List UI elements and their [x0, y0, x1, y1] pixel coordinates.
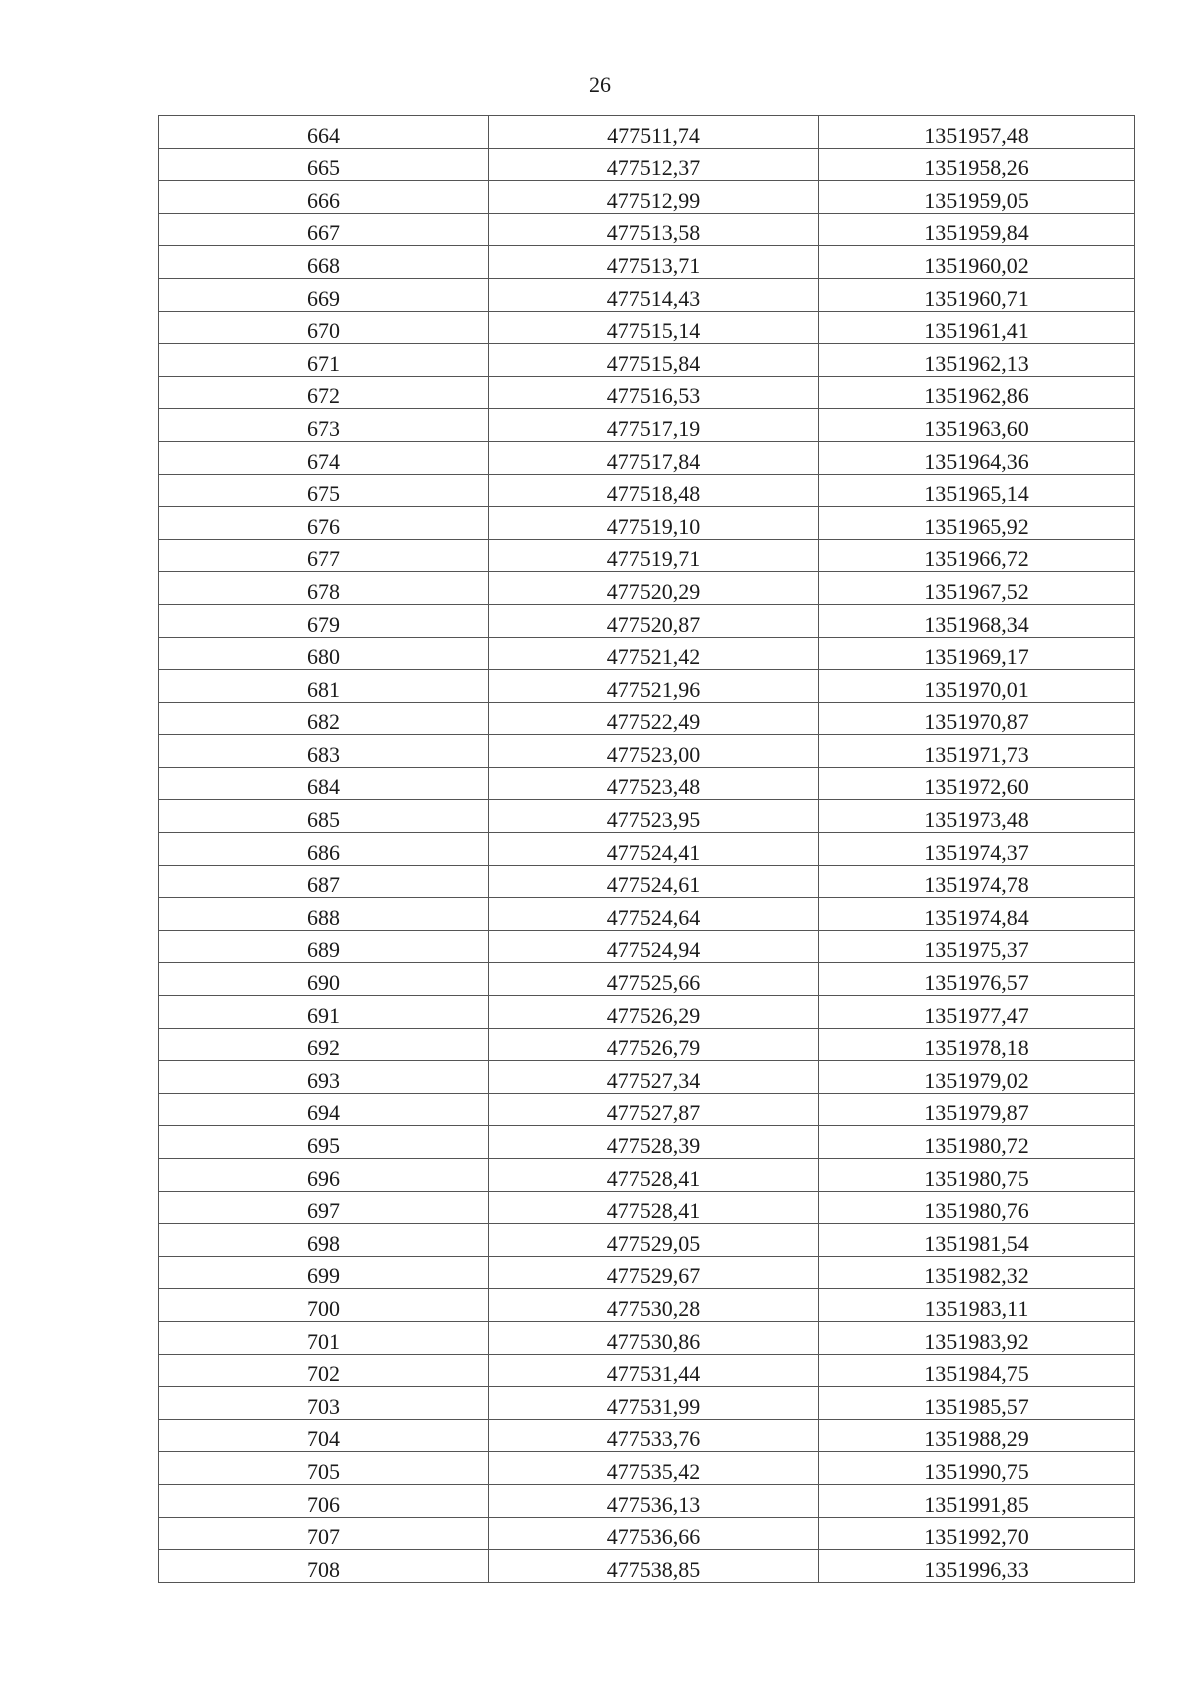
y-coordinate-cell: 1351980,72 [819, 1126, 1135, 1159]
y-coordinate-cell: 1351983,92 [819, 1321, 1135, 1354]
x-coordinate-cell: 477538,85 [489, 1550, 819, 1583]
y-coordinate-cell: 1351976,57 [819, 963, 1135, 996]
y-coordinate-cell: 1351962,86 [819, 376, 1135, 409]
y-coordinate-cell: 1351964,36 [819, 441, 1135, 474]
point-number-cell: 708 [159, 1550, 489, 1583]
y-coordinate-cell: 1351979,87 [819, 1093, 1135, 1126]
y-coordinate-cell: 1351974,37 [819, 833, 1135, 866]
y-coordinate-cell: 1351966,72 [819, 539, 1135, 572]
y-coordinate-cell: 1351969,17 [819, 637, 1135, 670]
coordinates-table-body [159, 116, 1135, 1583]
table-row [159, 1159, 1135, 1192]
x-coordinate-cell: 477524,61 [489, 865, 819, 898]
table-row [159, 409, 1135, 442]
y-coordinate-cell: 1351975,37 [819, 930, 1135, 963]
point-number-cell: 701 [159, 1321, 489, 1354]
x-coordinate-cell: 477527,34 [489, 1061, 819, 1094]
x-coordinate-cell: 477535,42 [489, 1452, 819, 1485]
point-number-cell: 691 [159, 996, 489, 1029]
y-coordinate-cell: 1351978,18 [819, 1028, 1135, 1061]
table-row [159, 996, 1135, 1029]
point-number-cell: 705 [159, 1452, 489, 1485]
table-row [159, 539, 1135, 572]
y-coordinate-cell: 1351961,41 [819, 311, 1135, 344]
point-number-cell: 671 [159, 344, 489, 377]
table-row [159, 1419, 1135, 1452]
y-coordinate-cell: 1351965,14 [819, 474, 1135, 507]
point-number-cell: 684 [159, 767, 489, 800]
table-row [159, 1484, 1135, 1517]
point-number-cell: 682 [159, 702, 489, 735]
point-number-cell: 670 [159, 311, 489, 344]
table-row [159, 1028, 1135, 1061]
table-row [159, 474, 1135, 507]
table-row [159, 181, 1135, 214]
x-coordinate-cell: 477512,99 [489, 181, 819, 214]
point-number-cell: 703 [159, 1387, 489, 1420]
coordinates-table [158, 115, 1135, 1583]
y-coordinate-cell: 1351988,29 [819, 1419, 1135, 1452]
point-number-cell: 681 [159, 670, 489, 703]
x-coordinate-cell: 477523,48 [489, 767, 819, 800]
x-coordinate-cell: 477530,28 [489, 1289, 819, 1322]
point-number-cell: 699 [159, 1256, 489, 1289]
point-number-cell: 664 [159, 116, 489, 149]
y-coordinate-cell: 1351983,11 [819, 1289, 1135, 1322]
table-row [159, 344, 1135, 377]
y-coordinate-cell: 1351959,84 [819, 213, 1135, 246]
point-number-cell: 707 [159, 1517, 489, 1550]
point-number-cell: 674 [159, 441, 489, 474]
point-number-cell: 685 [159, 800, 489, 833]
table-row [159, 963, 1135, 996]
x-coordinate-cell: 477536,13 [489, 1484, 819, 1517]
point-number-cell: 677 [159, 539, 489, 572]
point-number-cell: 669 [159, 278, 489, 311]
x-coordinate-cell: 477527,87 [489, 1093, 819, 1126]
table-row [159, 1224, 1135, 1257]
y-coordinate-cell: 1351979,02 [819, 1061, 1135, 1094]
table-row [159, 1354, 1135, 1387]
table-row [159, 1550, 1135, 1583]
point-number-cell: 693 [159, 1061, 489, 1094]
table-row [159, 213, 1135, 246]
y-coordinate-cell: 1351957,48 [819, 116, 1135, 149]
x-coordinate-cell: 477529,05 [489, 1224, 819, 1257]
x-coordinate-cell: 477516,53 [489, 376, 819, 409]
y-coordinate-cell: 1351968,34 [819, 604, 1135, 637]
x-coordinate-cell: 477518,48 [489, 474, 819, 507]
y-coordinate-cell: 1351965,92 [819, 507, 1135, 540]
table-row [159, 1517, 1135, 1550]
point-number-cell: 700 [159, 1289, 489, 1322]
point-number-cell: 697 [159, 1191, 489, 1224]
x-coordinate-cell: 477533,76 [489, 1419, 819, 1452]
x-coordinate-cell: 477520,29 [489, 572, 819, 605]
point-number-cell: 673 [159, 409, 489, 442]
x-coordinate-cell: 477536,66 [489, 1517, 819, 1550]
point-number-cell: 680 [159, 637, 489, 670]
point-number-cell: 679 [159, 604, 489, 637]
y-coordinate-cell: 1351973,48 [819, 800, 1135, 833]
x-coordinate-cell: 477524,64 [489, 898, 819, 931]
point-number-cell: 689 [159, 930, 489, 963]
point-number-cell: 668 [159, 246, 489, 279]
y-coordinate-cell: 1351980,76 [819, 1191, 1135, 1224]
table-row [159, 833, 1135, 866]
point-number-cell: 694 [159, 1093, 489, 1126]
point-number-cell: 678 [159, 572, 489, 605]
y-coordinate-cell: 1351971,73 [819, 735, 1135, 768]
y-coordinate-cell: 1351970,01 [819, 670, 1135, 703]
table-row [159, 1321, 1135, 1354]
point-number-cell: 683 [159, 735, 489, 768]
x-coordinate-cell: 477531,99 [489, 1387, 819, 1420]
y-coordinate-cell: 1351960,02 [819, 246, 1135, 279]
x-coordinate-cell: 477515,84 [489, 344, 819, 377]
point-number-cell: 695 [159, 1126, 489, 1159]
x-coordinate-cell: 477528,39 [489, 1126, 819, 1159]
y-coordinate-cell: 1351972,60 [819, 767, 1135, 800]
y-coordinate-cell: 1351974,84 [819, 898, 1135, 931]
table-row [159, 865, 1135, 898]
point-number-cell: 686 [159, 833, 489, 866]
table-row [159, 246, 1135, 279]
x-coordinate-cell: 477528,41 [489, 1191, 819, 1224]
point-number-cell: 704 [159, 1419, 489, 1452]
table-row [159, 702, 1135, 735]
table-row [159, 898, 1135, 931]
x-coordinate-cell: 477513,71 [489, 246, 819, 279]
point-number-cell: 690 [159, 963, 489, 996]
y-coordinate-cell: 1351984,75 [819, 1354, 1135, 1387]
page-number: 26 [589, 72, 611, 97]
point-number-cell: 688 [159, 898, 489, 931]
point-number-cell: 687 [159, 865, 489, 898]
x-coordinate-cell: 477525,66 [489, 963, 819, 996]
table-row [159, 1256, 1135, 1289]
point-number-cell: 675 [159, 474, 489, 507]
x-coordinate-cell: 477512,37 [489, 148, 819, 181]
y-coordinate-cell: 1351996,33 [819, 1550, 1135, 1583]
point-number-cell: 672 [159, 376, 489, 409]
x-coordinate-cell: 477517,84 [489, 441, 819, 474]
point-number-cell: 676 [159, 507, 489, 540]
x-coordinate-cell: 477523,00 [489, 735, 819, 768]
table-row [159, 767, 1135, 800]
table-row [159, 572, 1135, 605]
y-coordinate-cell: 1351991,85 [819, 1484, 1135, 1517]
x-coordinate-cell: 477523,95 [489, 800, 819, 833]
x-coordinate-cell: 477522,49 [489, 702, 819, 735]
table-row [159, 376, 1135, 409]
table-row [159, 1387, 1135, 1420]
point-number-cell: 698 [159, 1224, 489, 1257]
table-row [159, 604, 1135, 637]
point-number-cell: 692 [159, 1028, 489, 1061]
table-row [159, 441, 1135, 474]
table-row [159, 800, 1135, 833]
y-coordinate-cell: 1351967,52 [819, 572, 1135, 605]
table-row [159, 148, 1135, 181]
table-row [159, 1452, 1135, 1485]
table-row [159, 1289, 1135, 1322]
x-coordinate-cell: 477519,71 [489, 539, 819, 572]
x-coordinate-cell: 477511,74 [489, 116, 819, 149]
y-coordinate-cell: 1351959,05 [819, 181, 1135, 214]
x-coordinate-cell: 477514,43 [489, 278, 819, 311]
y-coordinate-cell: 1351974,78 [819, 865, 1135, 898]
point-number-cell: 666 [159, 181, 489, 214]
x-coordinate-cell: 477513,58 [489, 213, 819, 246]
y-coordinate-cell: 1351970,87 [819, 702, 1135, 735]
y-coordinate-cell: 1351990,75 [819, 1452, 1135, 1485]
x-coordinate-cell: 477520,87 [489, 604, 819, 637]
y-coordinate-cell: 1351982,32 [819, 1256, 1135, 1289]
x-coordinate-cell: 477524,41 [489, 833, 819, 866]
y-coordinate-cell: 1351977,47 [819, 996, 1135, 1029]
y-coordinate-cell: 1351962,13 [819, 344, 1135, 377]
x-coordinate-cell: 477524,94 [489, 930, 819, 963]
point-number-cell: 696 [159, 1159, 489, 1192]
y-coordinate-cell: 1351958,26 [819, 148, 1135, 181]
x-coordinate-cell: 477521,96 [489, 670, 819, 703]
point-number-cell: 665 [159, 148, 489, 181]
point-number-cell: 706 [159, 1484, 489, 1517]
point-number-cell: 667 [159, 213, 489, 246]
table-row [159, 1126, 1135, 1159]
table-row [159, 670, 1135, 703]
x-coordinate-cell: 477526,29 [489, 996, 819, 1029]
x-coordinate-cell: 477515,14 [489, 311, 819, 344]
y-coordinate-cell: 1351992,70 [819, 1517, 1135, 1550]
y-coordinate-cell: 1351980,75 [819, 1159, 1135, 1192]
point-number-cell: 702 [159, 1354, 489, 1387]
table-row [159, 735, 1135, 768]
x-coordinate-cell: 477519,10 [489, 507, 819, 540]
y-coordinate-cell: 1351981,54 [819, 1224, 1135, 1257]
x-coordinate-cell: 477526,79 [489, 1028, 819, 1061]
table-row [159, 1191, 1135, 1224]
x-coordinate-cell: 477530,86 [489, 1321, 819, 1354]
y-coordinate-cell: 1351960,71 [819, 278, 1135, 311]
x-coordinate-cell: 477529,67 [489, 1256, 819, 1289]
x-coordinate-cell: 477531,44 [489, 1354, 819, 1387]
x-coordinate-cell: 477521,42 [489, 637, 819, 670]
table-row [159, 278, 1135, 311]
y-coordinate-cell: 1351963,60 [819, 409, 1135, 442]
table-row [159, 1093, 1135, 1126]
table-row [159, 311, 1135, 344]
x-coordinate-cell: 477528,41 [489, 1159, 819, 1192]
table-row [159, 116, 1135, 149]
table-row [159, 507, 1135, 540]
x-coordinate-cell: 477517,19 [489, 409, 819, 442]
table-row [159, 1061, 1135, 1094]
table-row [159, 637, 1135, 670]
table-row [159, 930, 1135, 963]
y-coordinate-cell: 1351985,57 [819, 1387, 1135, 1420]
